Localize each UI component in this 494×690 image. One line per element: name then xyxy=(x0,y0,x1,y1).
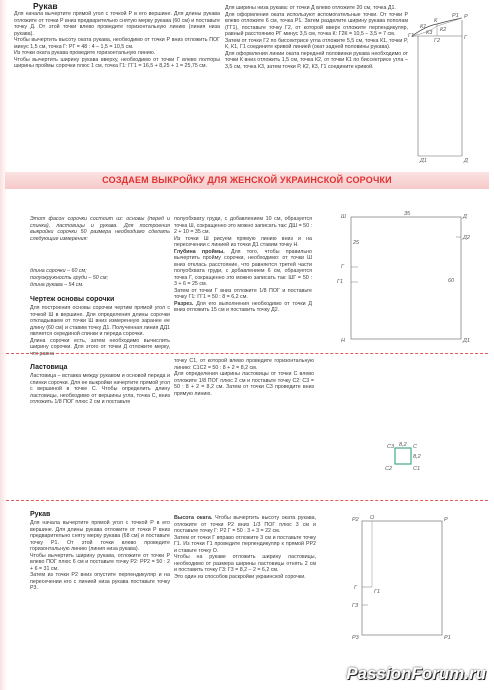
depth-heading: Глубина проймы. xyxy=(174,248,225,255)
sleeve-point-label: К3 xyxy=(426,30,433,36)
gusset-dim-label: 8,2 xyxy=(413,454,421,460)
sleeve-point-label: Г1 xyxy=(408,33,415,39)
middle-text-1: полуобхвату груди, с добавлением 10 см, образуется точка Ш, сокращенно это можно записать так: ДШ = 50 : 2 + 10 = 35 см. Из точки Ш рисуем прямую линию вниз и на пересечении с линией из точки Д1 ставим точку Н. xyxy=(174,216,312,248)
sleeve-diagram-bottom xyxy=(350,515,470,645)
intro-text: Этот фасон сорочки состоит из: основы (перед и спинка), ластовицы и рукава. Для построения выкройки сорочки 50 размера необходимо сделать следующие измерения: xyxy=(30,216,170,242)
basis-dim-label: 35 xyxy=(404,211,411,217)
gusset-point-label: С2 xyxy=(385,466,393,472)
gusset-heading: Ластовица xyxy=(30,364,68,371)
gusset-dim-label: 8,2 xyxy=(399,442,407,448)
measure-item: длина сорочки – 60 см; xyxy=(30,268,87,274)
gusset-point-label: С xyxy=(413,444,417,450)
sleeve-heading: Рукав xyxy=(30,511,51,518)
sleeve2-point-label: Г3 xyxy=(352,603,359,609)
cut-text: Для его выполнения необходимо от точки Д вниз отложить 15 см и поставить точку Д2. xyxy=(174,300,312,313)
cap-height-body: Чтобы вычертить высоту оката рукава, отложите от точки Р2 вниз 1/3 ПОГ плюс 3 см и поставьте точку Г: Р2 Г = 50 : 3 + 3 = 22 см. Затем от точки Г вправо отложите 3 см и поставьте точку Г1. Из точки Г1 проведите перпендикуляр к прямой РР2 и ставьте точку О. Чтобы на рукаве отложить ширину ластовицы, необходимо от размера ширины ластовицы отнять 2 см и поставить точку Г3: Г3 = 8,2 – 2 = 6,2 см. Это один из способов раскройки украинской сорочки. xyxy=(174,515,316,580)
cut-heading: Разрез. xyxy=(174,300,194,307)
sleeve2-point-label: Р1 xyxy=(444,635,451,641)
basis-point-label: Д xyxy=(463,214,467,220)
page-edge-decoration xyxy=(0,0,7,690)
sleeve-point-label: Р1 xyxy=(452,13,459,19)
sleeve2-point-label: Г xyxy=(354,585,357,591)
basis-point-label: Д2 xyxy=(463,235,470,241)
basis-point-label: Ш xyxy=(341,214,347,220)
sleeve-text: Для начала вычертите прямой угол с точкой Р в его вершине. Для длины рукава отложите от точки Р вниз предварительно сняту мерку рукава (68 см) и поставьте точку Р1. От этой точки влево проведите горизонтальную линию (линия низа рукава). Чтобы вычертить ширину рукава, отложите от точки Р влево ПОГ плюс 6 см и поставьте точку Р2: РР2 = 50 : 2 + 6 = 31 см. Затем из точки Р2 вниз опустите перпендикуляр и на пересечении его с линией низа рукава поставьте точку Р3. xyxy=(30,520,170,591)
section-banner xyxy=(5,172,489,189)
sleeve-point-label: К2 xyxy=(440,27,447,33)
sleeve2-point-label: О xyxy=(370,515,375,521)
middle-text xyxy=(174,216,312,314)
sleeve-point-label: Г2 xyxy=(434,38,441,44)
gusset-point-label: С1 xyxy=(413,466,421,472)
sleeve-point-label: Д1 xyxy=(420,158,427,164)
shirt-basis-diagram xyxy=(337,211,474,352)
section-divider xyxy=(6,500,488,501)
basis-point-label: Н xyxy=(341,338,345,344)
sleeve-point-label: Р xyxy=(464,14,468,20)
sleeve-point-label: Г xyxy=(464,35,467,41)
gusset-text-2: точку С1, от которой влево проведите горизонтальную линию: С1С2 = 50 : 8 + 2 = 8,2 см. Для определения ширины ластовицы от точки С влево отложите 1/8 ПОГ плюс 2 см и поставьте точку С2: С3 = 50 : 8 + 2 = 8,2 см. Затем от точки С3 проведите вниз прямую линию. xyxy=(174,358,314,397)
depth-text: Для того, чтобы правильно вычертить пройму сорочки, необходимо: от точки Ш вниз отклась расстояние, что равняется третей части полуобхвата груди, с добавлением 6 см, образуется точка Г, сокращенно это можно записать так: ШГ = 50 : 3 + 6 = 25 см. Затем от точки Г вниз отложите 1/8 ПОГ и поставьте точку Г1: ГГ1 = 50 : 8 = 6,2 см. xyxy=(174,248,312,300)
basis-text: Для построения основы сорочки чертим прямой угол с точкой Ш в вершине. Для определения длины сорочки откладываем от точки Ш вниз измеренную заранее ее длину (60 см) и ставим точку Д1. Полученная линия ДД1 является серединой спинки и переда сорочки. Длина сорочки есть, затем необходимо вычислить ширину сорочки. Для этого от точки Д отложите мерку, что равна xyxy=(30,305,170,357)
sleeve2-point-label: Р2 xyxy=(352,517,359,523)
sleeve2-point-label: Р3 xyxy=(352,635,359,641)
section-divider xyxy=(6,353,488,354)
basis-point-label: Г xyxy=(341,264,344,270)
sleeve-text-right: Для ширины низа рукава: от точки Д влево отложите 20 см, точка Д1. Для оформления оката используют вспомогательные точки. От точки Р влево отложите 6 см, точка Р1. Затем разделите ширину рукава пополам (ГГ1), поставьте точку Г2, от которой вверх отложите перпендикуляр, равный расстоянию РГ минус 3,5 см, точка К: Г2К = 10,5 – 3,5 = 7 см. Затем от точки Г2 по биссектрисе угла отложите 5,5 см, точка К1, точки Р, К, К1, Г1 соедините кривой линией (окат задней половины рукава). Для оформления линии оката передней половинки рукава необходимо от точки К вниз отложить 1,5 см, точка К2, от точки К1 по биссектрисе угла – 3,5 см, точка К3, затем точки Р, К2, К3, Г1 соедините кривой. xyxy=(225,5,408,70)
basis-point-label: Г1 xyxy=(337,279,344,285)
sleeve-point-label: Д xyxy=(464,158,468,164)
basis-dim-label: 60 xyxy=(448,278,455,284)
basis-rect xyxy=(351,217,461,339)
sleeve-rect xyxy=(362,521,442,635)
basis-dim-label: 25 xyxy=(353,240,360,246)
basis-point-label: Д1 xyxy=(463,338,470,344)
measure-item: полуокружность груди – 50 см; xyxy=(30,275,108,281)
cap-height-text xyxy=(174,515,316,580)
sleeve-diagram-top xyxy=(408,14,488,166)
sleeve-point-label: К xyxy=(434,18,438,24)
sleeve2-point-label: Р xyxy=(444,517,448,523)
gusset-text: Ластовица – вставка между рукавом и основой переда и спинки сорочки. Для ее выкройки начертите прямой угол с вершиной в точке С. Чтобы определить длину ластовицы, необходимо от вершины угла, точка С, вниз отложить 1/8 ПОГ плюс 2 см и поставьте xyxy=(30,373,170,405)
sleeve-point-label: К1 xyxy=(420,24,427,30)
sleeve-heading-top: Рукав xyxy=(33,1,58,11)
gusset-point-label: С3 xyxy=(387,444,395,450)
gusset-diagram xyxy=(385,440,435,480)
cap-height-heading: Высота оката. xyxy=(174,515,213,521)
sleeve-text-top: Для начала вычертите прямой угол с точкой Р в его вершине. Для длины рукава отложите от точки Р вниз предварительно снятую мерку рукава (60 см) и поставьте точку Д. От этой точки влево проведите горизонтальную линию (линия низа рукава). Чтобы вычертить высоту оката рукава, необходимо от точки Р вниз отложить ПОГ минус 1,5 см, точка Г: РГ = 48 : 4 – 1,5 = 10,5 см. Из точки оката рукава проведите горизонтальную линию. Чтобы вычертить ширину рукава вверху, необходимо от точки Г влево полторы ширины проймы сорочки плюс 1 см, точка Г1: ГГ1 = 16,5 + 8,25 + 1 = 25,75 см. xyxy=(14,11,220,69)
measure-item: длина рукава – 54 см. xyxy=(30,282,84,288)
sleeve2-point-label: Г1 xyxy=(374,589,381,595)
watermark: PassionForum.ru xyxy=(346,664,486,683)
gusset-square xyxy=(395,448,411,464)
basis-heading: Чертеж основы сорочки xyxy=(30,296,115,303)
banner-title: СОЗДАЕМ ВЫКРОЙКУ ДЛЯ ЖЕНСКОЙ УКРАИНСКОЙ СОРОЧКИ xyxy=(102,175,392,185)
